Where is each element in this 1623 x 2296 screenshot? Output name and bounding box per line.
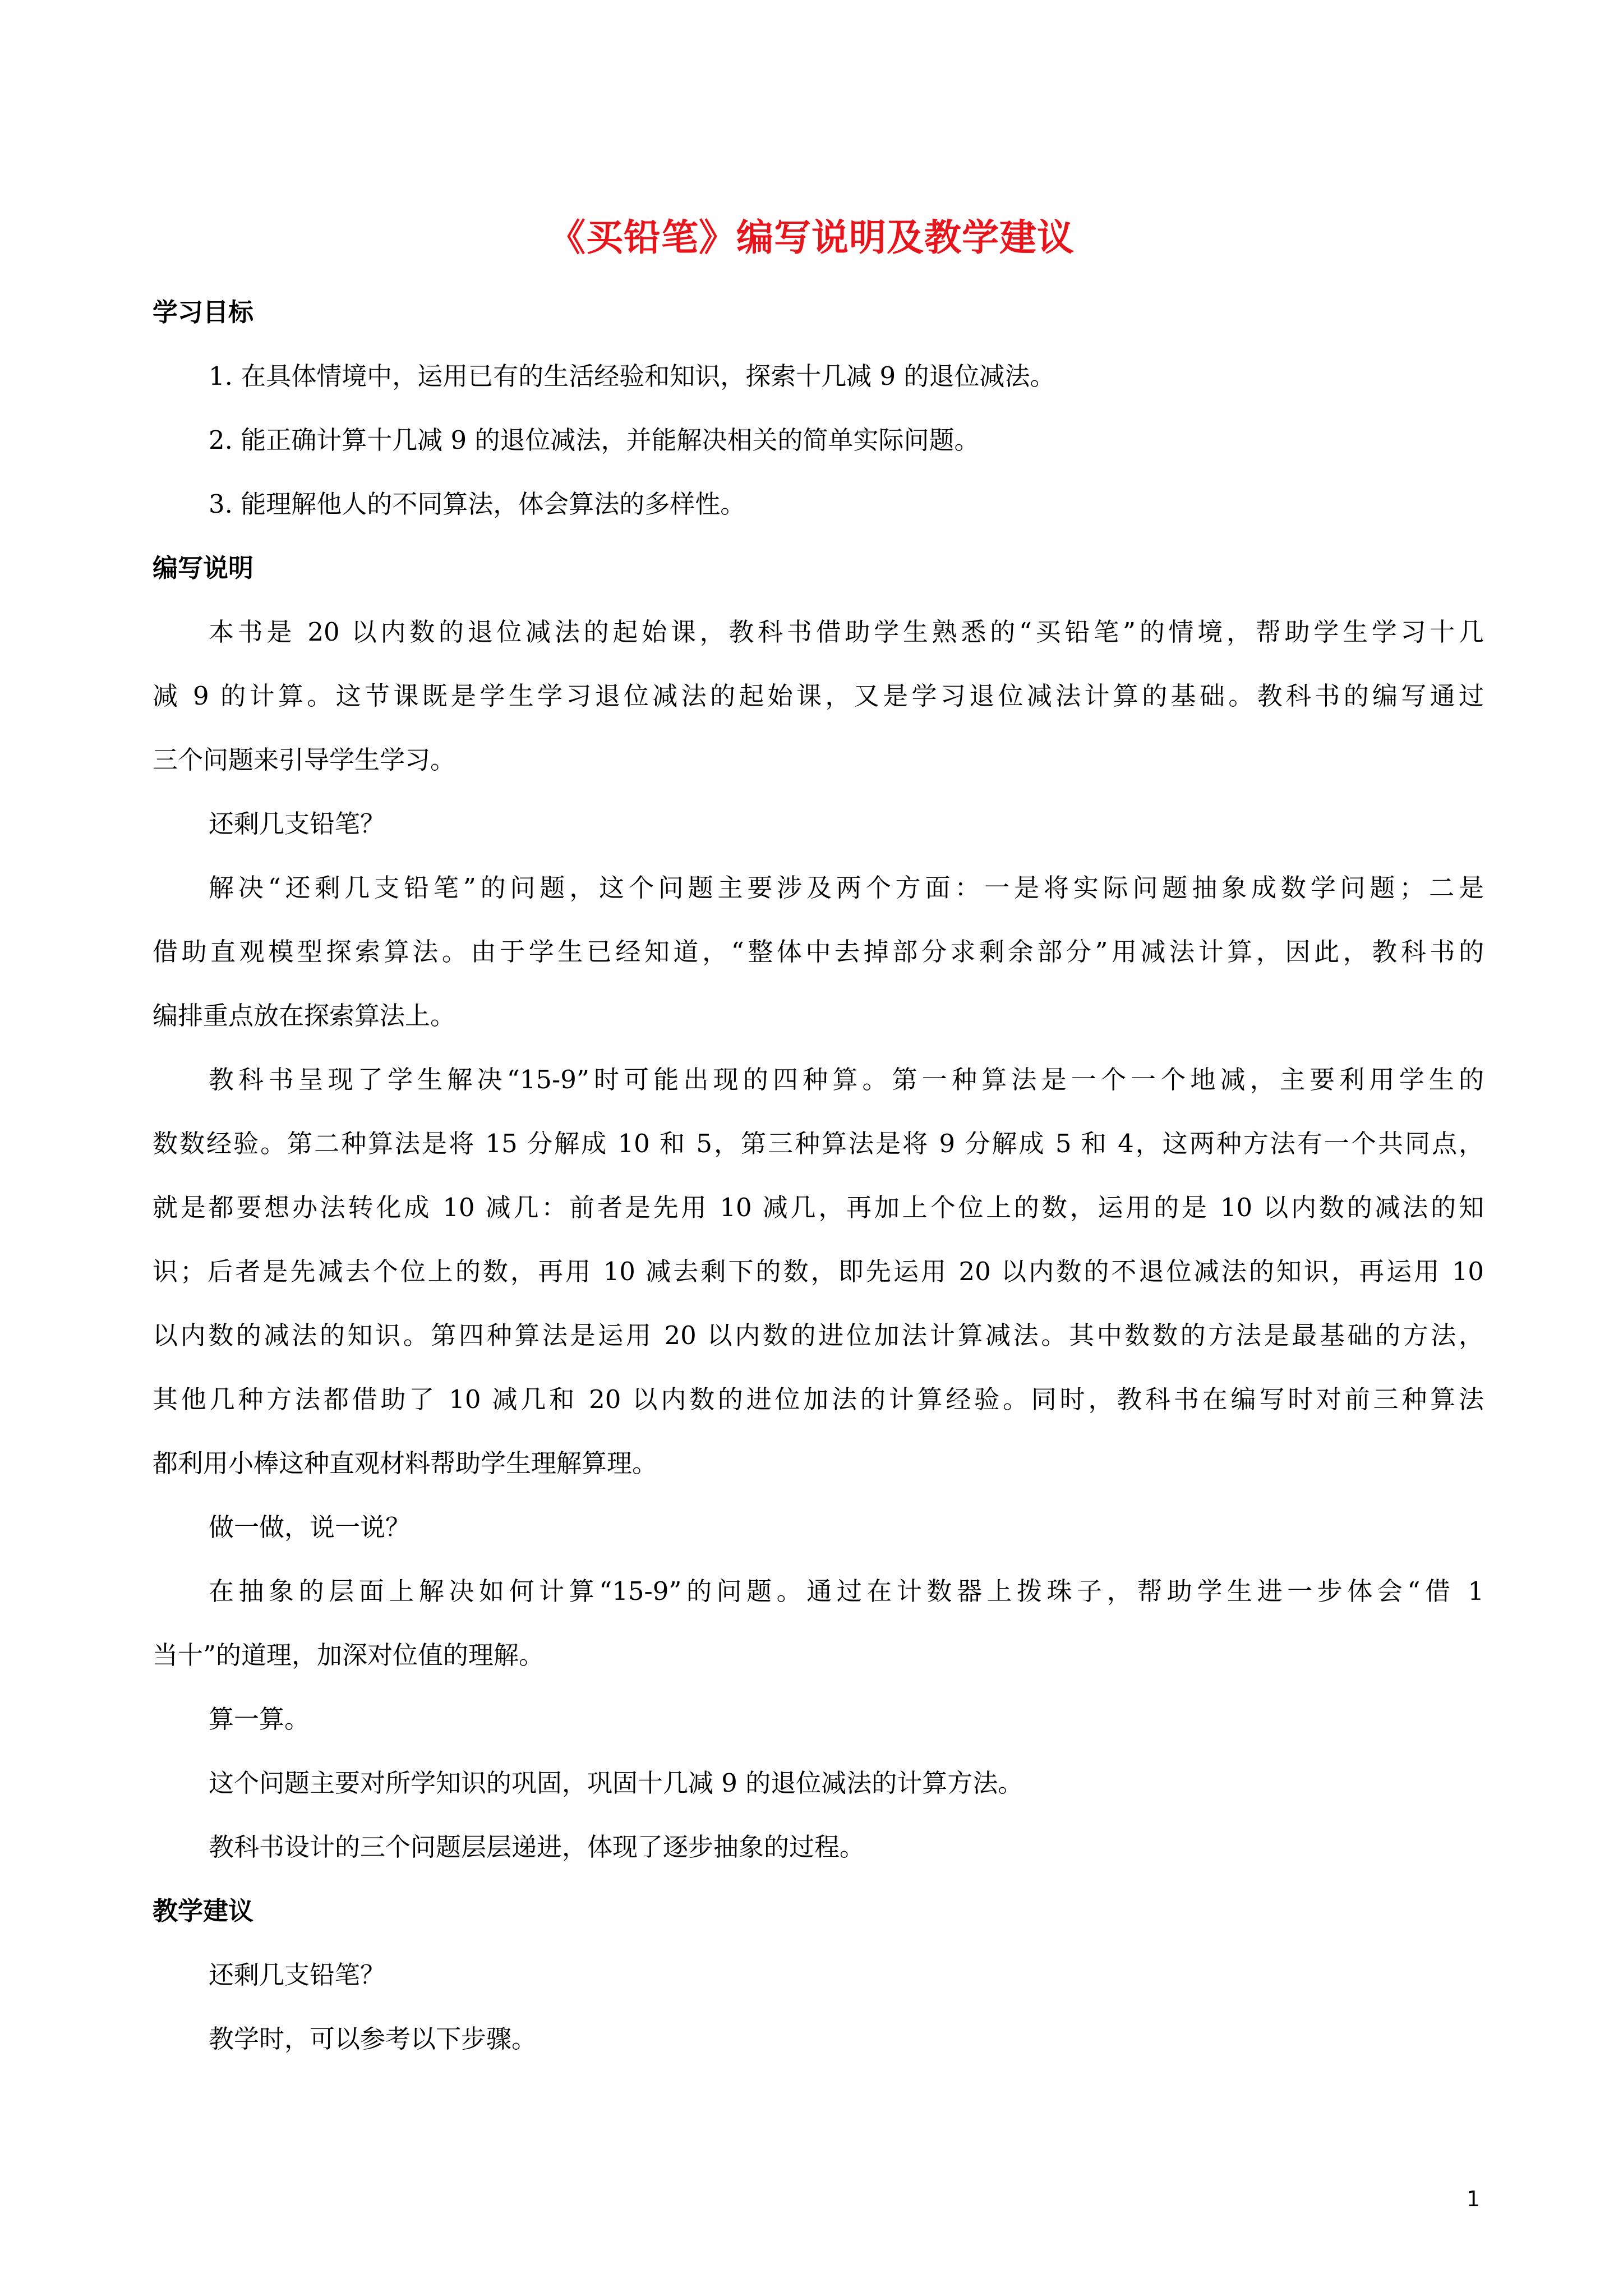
paragraph-line: 数数经验。第二种算法是将 15 分解成 10 和 5，第三种算法是将 9 分解成 5 和 4，这两种方法有一个共同点， bbox=[153, 1129, 1484, 1158]
goal-item-3: 3. 能理解他人的不同算法，体会算法的多样性。 bbox=[209, 489, 746, 519]
section-heading-writing: 编写说明 bbox=[153, 553, 254, 583]
paragraph-line: 教科书呈现了学生解决“15-9”时可能出现的四种算。第一种算法是一个一个地减，主要利用学生的 bbox=[209, 1065, 1484, 1094]
paragraph-line: 以内数的减法的知识。第四种算法是运用 20 以内数的进位加法计算减法。其中数数的方法是最基础的方法， bbox=[153, 1320, 1484, 1350]
paragraph-line: 解决“还剩几支铅笔”的问题，这个问题主要涉及两个方面：一是将实际问题抽象成数学问题；二是 bbox=[209, 873, 1484, 903]
paragraph-line: 都利用小棒这种直观材料帮助学生理解算理。 bbox=[153, 1448, 658, 1478]
subheading-remaining-pencils-2: 还剩几支铅笔？ bbox=[209, 1960, 386, 1990]
paragraph-line: 其他几种方法都借助了 10 减几和 20 以内数的进位加法的计算经验。同时，教科书在编写时对前三种算法 bbox=[153, 1384, 1484, 1414]
goal-item-1: 1. 在具体情境中，运用已有的生活经验和知识，探索十几减 9 的退位减法。 bbox=[209, 361, 1055, 391]
document-title: 《买铅笔》编写说明及教学建议 bbox=[548, 215, 1075, 259]
page-number: 1 bbox=[1467, 2187, 1481, 2211]
section-heading-teaching: 教学建议 bbox=[153, 1896, 254, 1926]
paragraph-line: 减 9 的计算。这节课既是学生学习退位减法的起始课，又是学习退位减法计算的基础。教科书的编写通过 bbox=[153, 681, 1484, 711]
paragraph-line: 借助直观模型探索算法。由于学生已经知道，“整体中去掉部分求剩余部分”用减法计算，因此，教科书的 bbox=[153, 937, 1484, 967]
paragraph-line: 编排重点放在探索算法上。 bbox=[153, 1001, 456, 1030]
paragraph-line: 就是都要想办法转化成 10 减几：前者是先用 10 减几，再加上个位上的数，运用的是 10 以内数的减法的知 bbox=[153, 1193, 1484, 1222]
paragraph-line: 当十”的道理，加深对位值的理解。 bbox=[153, 1640, 545, 1670]
paragraph-line: 本书是 20 以内数的退位减法的起始课，教科书借助学生熟悉的“买铅笔”的情境，帮助学生学习十几 bbox=[209, 617, 1484, 647]
goal-item-2: 2. 能正确计算十几减 9 的退位减法，并能解决相关的简单实际问题。 bbox=[209, 425, 980, 455]
paragraph-line: 三个问题来引导学生学习。 bbox=[153, 745, 456, 775]
section-heading-goals: 学习目标 bbox=[153, 297, 254, 327]
paragraph-line: 教科书设计的三个问题层层递进，体现了逐步抽象的过程。 bbox=[209, 1832, 865, 1862]
subheading-do-and-say: 做一做，说一说？ bbox=[209, 1512, 411, 1542]
subheading-calculate: 算一算。 bbox=[209, 1704, 310, 1734]
subheading-remaining-pencils: 还剩几支铅笔？ bbox=[209, 809, 386, 839]
paragraph-line: 在抽象的层面上解决如何计算“15-9”的问题。通过在计数器上拨珠子，帮助学生进一步体会“借 1 bbox=[209, 1576, 1484, 1606]
paragraph-line: 教学时，可以参考以下步骤。 bbox=[209, 2024, 537, 2054]
paragraph-line: 这个问题主要对所学知识的巩固，巩固十几减 9 的退位减法的计算方法。 bbox=[209, 1768, 1023, 1798]
paragraph-line: 识；后者是先减去个位上的数，再用 10 减去剩下的数，即先运用 20 以内数的不退位减法的知识，再运用 10 bbox=[153, 1257, 1484, 1286]
